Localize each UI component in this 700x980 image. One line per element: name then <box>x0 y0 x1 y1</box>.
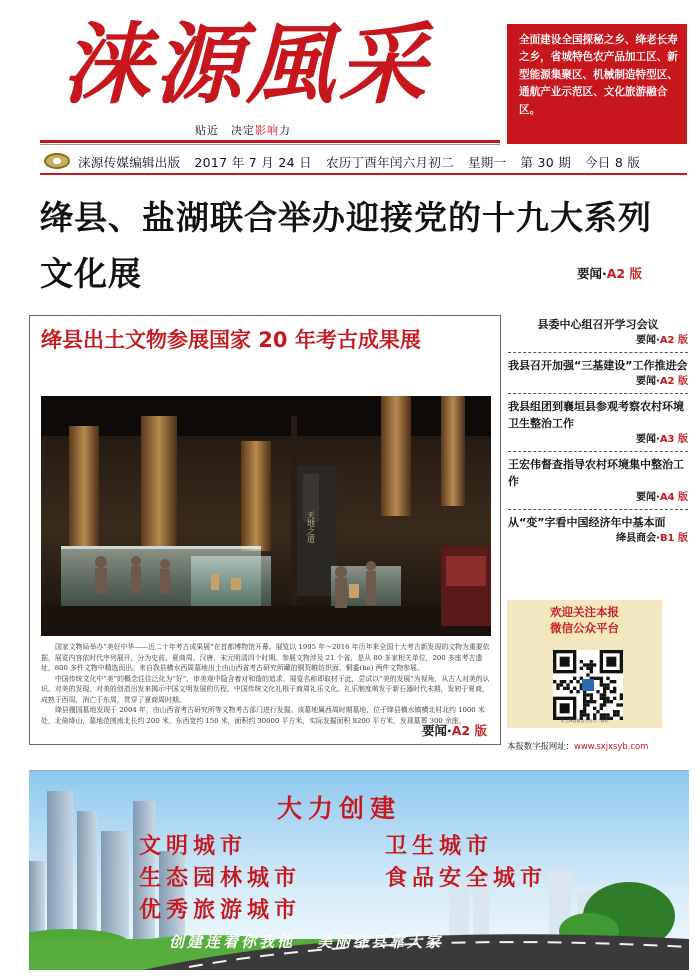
weekday: 星期一 <box>467 155 507 170</box>
ref-page: A2 版 <box>451 723 487 738</box>
slogan-left: 创建连着你我他 <box>169 933 296 951</box>
digital-edition-line <box>507 740 687 752</box>
museum-hall-image <box>41 396 491 636</box>
civic-banner <box>29 770 689 970</box>
news-item[interactable] <box>508 394 688 452</box>
news-title: 我县组团到襄垣县参观考察农村环境卫生整治工作 <box>508 400 684 430</box>
banner-slogan <box>169 931 465 952</box>
ref-page: A2 版 <box>606 266 642 281</box>
publisher: 涞源传媒编辑出版 <box>78 155 181 170</box>
site-url-link[interactable]: www.sxjxsyb.com <box>574 741 649 751</box>
headline-page-ref[interactable] <box>577 264 642 282</box>
feature-article <box>29 315 501 745</box>
masthead <box>0 0 700 150</box>
main-headline[interactable]: 绛县、盐湖联合举办迎接党的十九大系列文化展 <box>40 198 652 293</box>
news-page-ref: 要闻·A3 版 <box>636 434 688 445</box>
news-item[interactable] <box>508 510 688 550</box>
feature-page-ref[interactable] <box>422 721 487 739</box>
masthead-rule <box>40 140 500 143</box>
news-title: 从“变”字看中国经济年中基本面 <box>508 516 666 529</box>
qr-caption: 掌上绛县微信公众号二维码 <box>560 718 609 723</box>
wechat-qr-panel <box>507 600 662 728</box>
banner-phrase: 食品安全城市 <box>385 865 548 891</box>
news-item[interactable] <box>508 312 688 353</box>
news-page-ref: 要闻·A2 版 <box>636 376 688 387</box>
feature-paragraph: 中国传统文化中“美”的概念往往泛化为“好”，审美观中隐含着对和谐的追求，展览名称即取材于此，尝试以“美的发展”为视角，从古人对美的认识、对美的发现、对美的创造出发来揭示中国文明发展的历程，中国传统文化礼根于商周礼乐文化。礼乐制度萌发于新石器时代末期，发轫于夏商，成熟于西周，消亡于东周，贯穿了夏商周时期。 <box>41 674 490 704</box>
feature-paragraph: 绛县倗国墓地发现于 2004 年，由山西省考古研究所等文物考古部门进行发掘。该墓地属西周时期墓地，位于绛县横水镇横北村北约 1000 米处，北倚绛山，墓地范围南北长约 200 米，东西宽约 150 米，面积约 30000 平方米，实际发掘面积 8200 平方米，发现墓葬 300 余座。 <box>41 706 485 725</box>
news-page-ref: 要闻·A4 版 <box>636 492 688 503</box>
masthead-slogan <box>195 122 291 138</box>
issue-info-bar <box>40 151 687 175</box>
qr-title-1: 欢迎关注本报 <box>550 605 619 619</box>
news-title: 县委中心组召开学习会议 <box>537 318 659 331</box>
lunar-date: 农历丁酉年闰六月初二 <box>325 155 454 170</box>
newspaper-title: 涞源風采 <box>62 12 431 116</box>
slogan-prefix: 贴近 决定 <box>195 124 255 137</box>
banner-phrase: 卫生城市 <box>385 833 494 859</box>
page-count: 今日 8 版 <box>585 155 641 170</box>
news-page-ref: 要闻·A2 版 <box>636 335 688 346</box>
news-title: 王宏伟督查指导农村环境集中整治工作 <box>508 458 684 488</box>
banner-phrase: 文明城市 <box>139 833 248 859</box>
qr-code-icon[interactable] <box>553 650 623 720</box>
news-index <box>508 312 688 550</box>
banner-title: 大力创建 <box>276 794 401 823</box>
site-label: 本报数字报网址： <box>507 741 574 751</box>
banner-phrase: 生态园林城市 <box>139 865 302 891</box>
publisher-logo-icon <box>44 153 70 169</box>
ref-label: 要闻· <box>422 723 452 738</box>
feature-photo <box>41 396 491 636</box>
issue-number: 第 30 期 <box>520 155 572 170</box>
slogan-suffix: 力 <box>279 124 291 137</box>
slogan-right: 美丽绛县靠大家 <box>317 933 444 951</box>
news-title: 我县召开加强“三基建设”工作推进会 <box>508 359 688 372</box>
news-page-ref: 绛县商会·B1 版 <box>616 533 688 544</box>
feature-title[interactable]: 绛县出土文物参展国家 20 年考古成果展 <box>41 328 421 352</box>
feature-body <box>41 642 491 726</box>
banner-phrase: 优秀旅游城市 <box>139 897 302 923</box>
news-item[interactable] <box>508 353 688 394</box>
slogan-highlight: 影响 <box>255 124 279 137</box>
promo-box: 全面建设全国探秘之乡、绛老长寿之乡，省城特色农产品加工区、新型能源集聚区、机械制造特型区、通航产业示范区、文化旅游融合区。 <box>507 24 687 144</box>
news-item[interactable] <box>508 452 688 510</box>
masthead-rule-thin <box>40 144 500 145</box>
issue-date: 2017 年 7 月 24 日 <box>194 155 312 170</box>
ref-label: 要闻· <box>577 266 607 281</box>
qr-title-2: 微信公众平台 <box>550 621 619 635</box>
feature-paragraph: 国家文物局举办“美好中华——近二十年考古成果展”在首都博物馆开幕。展览以 1995 年～2016 年历年来全国十大考古新发现的文物为重要依据，展览内容依时代序列展开，分为史前、夏商周、汉唐、宋元明清四个时期。参展文物涉及 21 个省，是从 80 多家相关单位，200 多座考古遗址，800 多件文物中精选而出。来自我县横水西周墓地出土由山西省考古研究所藏的铜荒帷纺织面、铜盉(he) 两件文物参展。 <box>41 643 490 672</box>
issue-info-text <box>78 153 654 171</box>
exhibit-sign: 天地之道 <box>306 511 316 543</box>
